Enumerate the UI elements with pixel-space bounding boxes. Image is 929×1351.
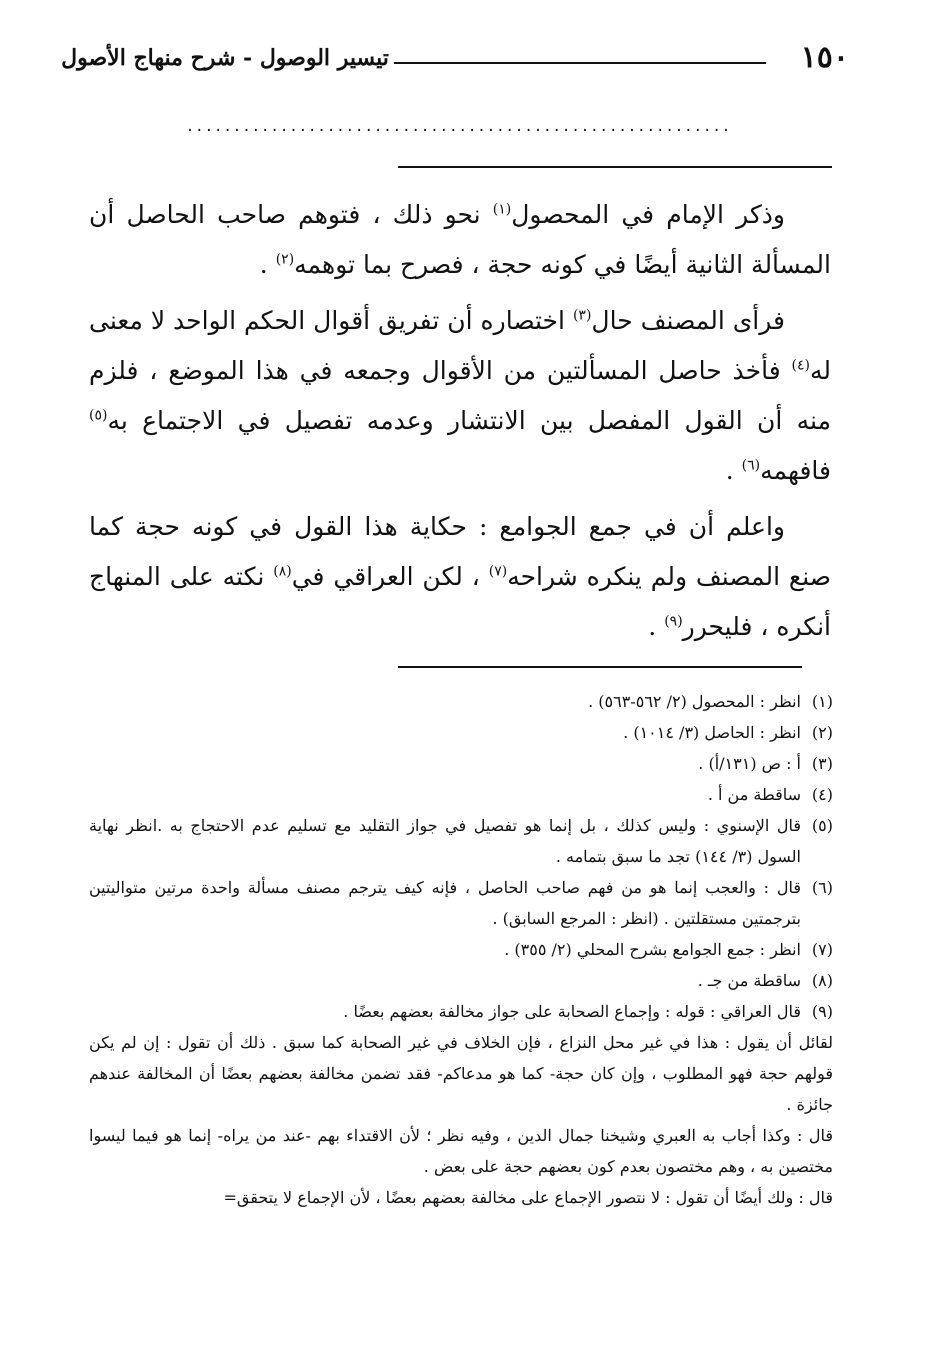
section-rule	[398, 166, 832, 168]
footnote-marker: (٨)	[273, 563, 292, 580]
footnote-marker: (٥)	[89, 407, 108, 424]
footnote	[89, 748, 833, 779]
footnote-text: قال : والعجب إنما هو من فهم صاحب الحاصل ، فإنه كيف يترجم مصنف مسألة واحدة مرتين متواليتين بترجمتين مستقلتين . (انظر : المرجع السابق) .	[89, 878, 801, 928]
footnote-number: (٣)	[811, 754, 833, 773]
footnote-text: قال الإسنوي : وليس كذلك ، بل إنما هو تفصيل في جواز التقليد مع تسليم عدم الاحتجاج به .انظر نهاية السول (٣/ ١٤٤) تجد ما سبق بتمامه .	[89, 816, 801, 866]
text-run: .	[259, 250, 276, 279]
footnote-number: (٤)	[811, 785, 833, 804]
text-run: .	[725, 456, 742, 485]
header-rule	[394, 62, 766, 64]
footnote-rule	[398, 666, 802, 668]
footnote-number: (٧)	[811, 940, 833, 959]
footnote-number: (١)	[811, 692, 833, 711]
footnote-continuation: قال : ولك أيضًا أن تقول : لا نتصور الإجماع على مخالفة بعضهم بعضًا ، لأن الإجماع لا يتحقق=	[223, 1188, 833, 1207]
footnote-number: (٥)	[811, 816, 833, 835]
footnote-marker: (٣)	[572, 307, 592, 324]
main-text	[89, 190, 831, 658]
footnote-text: انظر : جمع الجوامع بشرح المحلي (٢/ ٣٥٥) .	[504, 940, 801, 959]
page-number: ١٥٠	[800, 40, 849, 75]
text-run: فافهمه	[760, 456, 831, 485]
footnote	[89, 717, 833, 748]
text-run: ، لكن العراقي في	[291, 562, 489, 591]
text-run: نحو ذلك ، فتوهم صاحب الحاصل أن المسألة الثانية أيضًا في كونه حجة ، فصرح بما توهمه	[89, 200, 831, 279]
footnote-text: ساقطة من جـ .	[697, 971, 801, 990]
footnote	[89, 686, 833, 717]
footnote-marker: (٤)	[791, 357, 810, 374]
footnote	[89, 779, 833, 810]
footnote-marker: (٩)	[664, 613, 683, 630]
text-run: فرأى المصنف حال	[591, 306, 785, 335]
footnote-number: (٩)	[811, 1002, 833, 1021]
paragraph-2	[89, 296, 831, 496]
footnote	[89, 872, 833, 934]
footnote	[89, 965, 833, 996]
footnote-text: قال العراقي : قوله : وإجماع الصحابة على جواز مخالفة بعضهم بعضًا .	[343, 1002, 801, 1021]
text-run: فأخذ حاصل المسألتين من الأقوال وجمعه في هذا الموضع ، فلزم منه أن القول المفصل بين الانتشار وعدمه تفصيل في الاجتماع به	[89, 356, 831, 435]
footnote-continuation: لقائل أن يقول : هذا في غير محل النزاع ، فإن الخلاف في غير الصحابة كما سبق . ذلك أن تقول : إن لم يكن قولهم حجة فهو المطلوب ، وإن كان حجة- كما هو مدعاكم- فقد تضمن مخالفة بعضهم بعضًا أن المخالفة عندهم جائزة .	[89, 1033, 834, 1114]
paragraph-1	[89, 190, 831, 290]
footnote	[89, 934, 833, 965]
footnote-text: انظر : الحاصل (٣/ ١٠١٤) .	[623, 723, 801, 742]
footnote	[89, 810, 833, 872]
text-run: واعلم أن في جمع الجوامع : حكاية هذا القول في كونه حجة كما صنع المصنف ولم ينكره شراحه	[89, 512, 832, 591]
footnote-number: (٨)	[811, 971, 833, 990]
footnote-marker: (٢)	[275, 251, 295, 268]
text-run: .	[648, 612, 665, 641]
text-run: اختصاره أن تفريق أقوال الحكم الواحد لا معنى له	[89, 306, 831, 385]
running-title: تيسير الوصول - شرح منهاج الأصول	[61, 45, 389, 71]
footnote-text: ساقطة من أ .	[707, 785, 801, 804]
footnotes	[89, 686, 833, 1213]
footnote-number: (٦)	[811, 878, 833, 897]
footnote-marker: (١)	[492, 201, 512, 218]
text-run: نكته على المنهاج أنكره ، فليحرر	[89, 562, 831, 641]
paragraph-3	[89, 502, 831, 652]
footnote-marker: (٦)	[741, 457, 761, 474]
footnote-marker: (٧)	[488, 563, 508, 580]
dotted-divider: ..........................................................	[187, 116, 733, 136]
footnote-number: (٢)	[811, 723, 833, 742]
footnote-continuation: قال : وكذا أجاب به العبري وشيخنا جمال الدين ، وفيه نظر ؛ لأن الاقتداء بهم -عند من يراه- إنما هو فيما ليسوا مختصين به ، وهم مختصون بعدم كون بعضهم حجة على بعض .	[89, 1126, 833, 1176]
footnote-text: انظر : المحصول (٢/ ٥٦٢-٥٦٣) .	[588, 692, 801, 711]
text-run: وذكر الإمام في المحصول	[511, 200, 785, 229]
footnote	[89, 996, 833, 1027]
footnote-text: أ : ص (١٣١/أ) .	[698, 754, 801, 773]
